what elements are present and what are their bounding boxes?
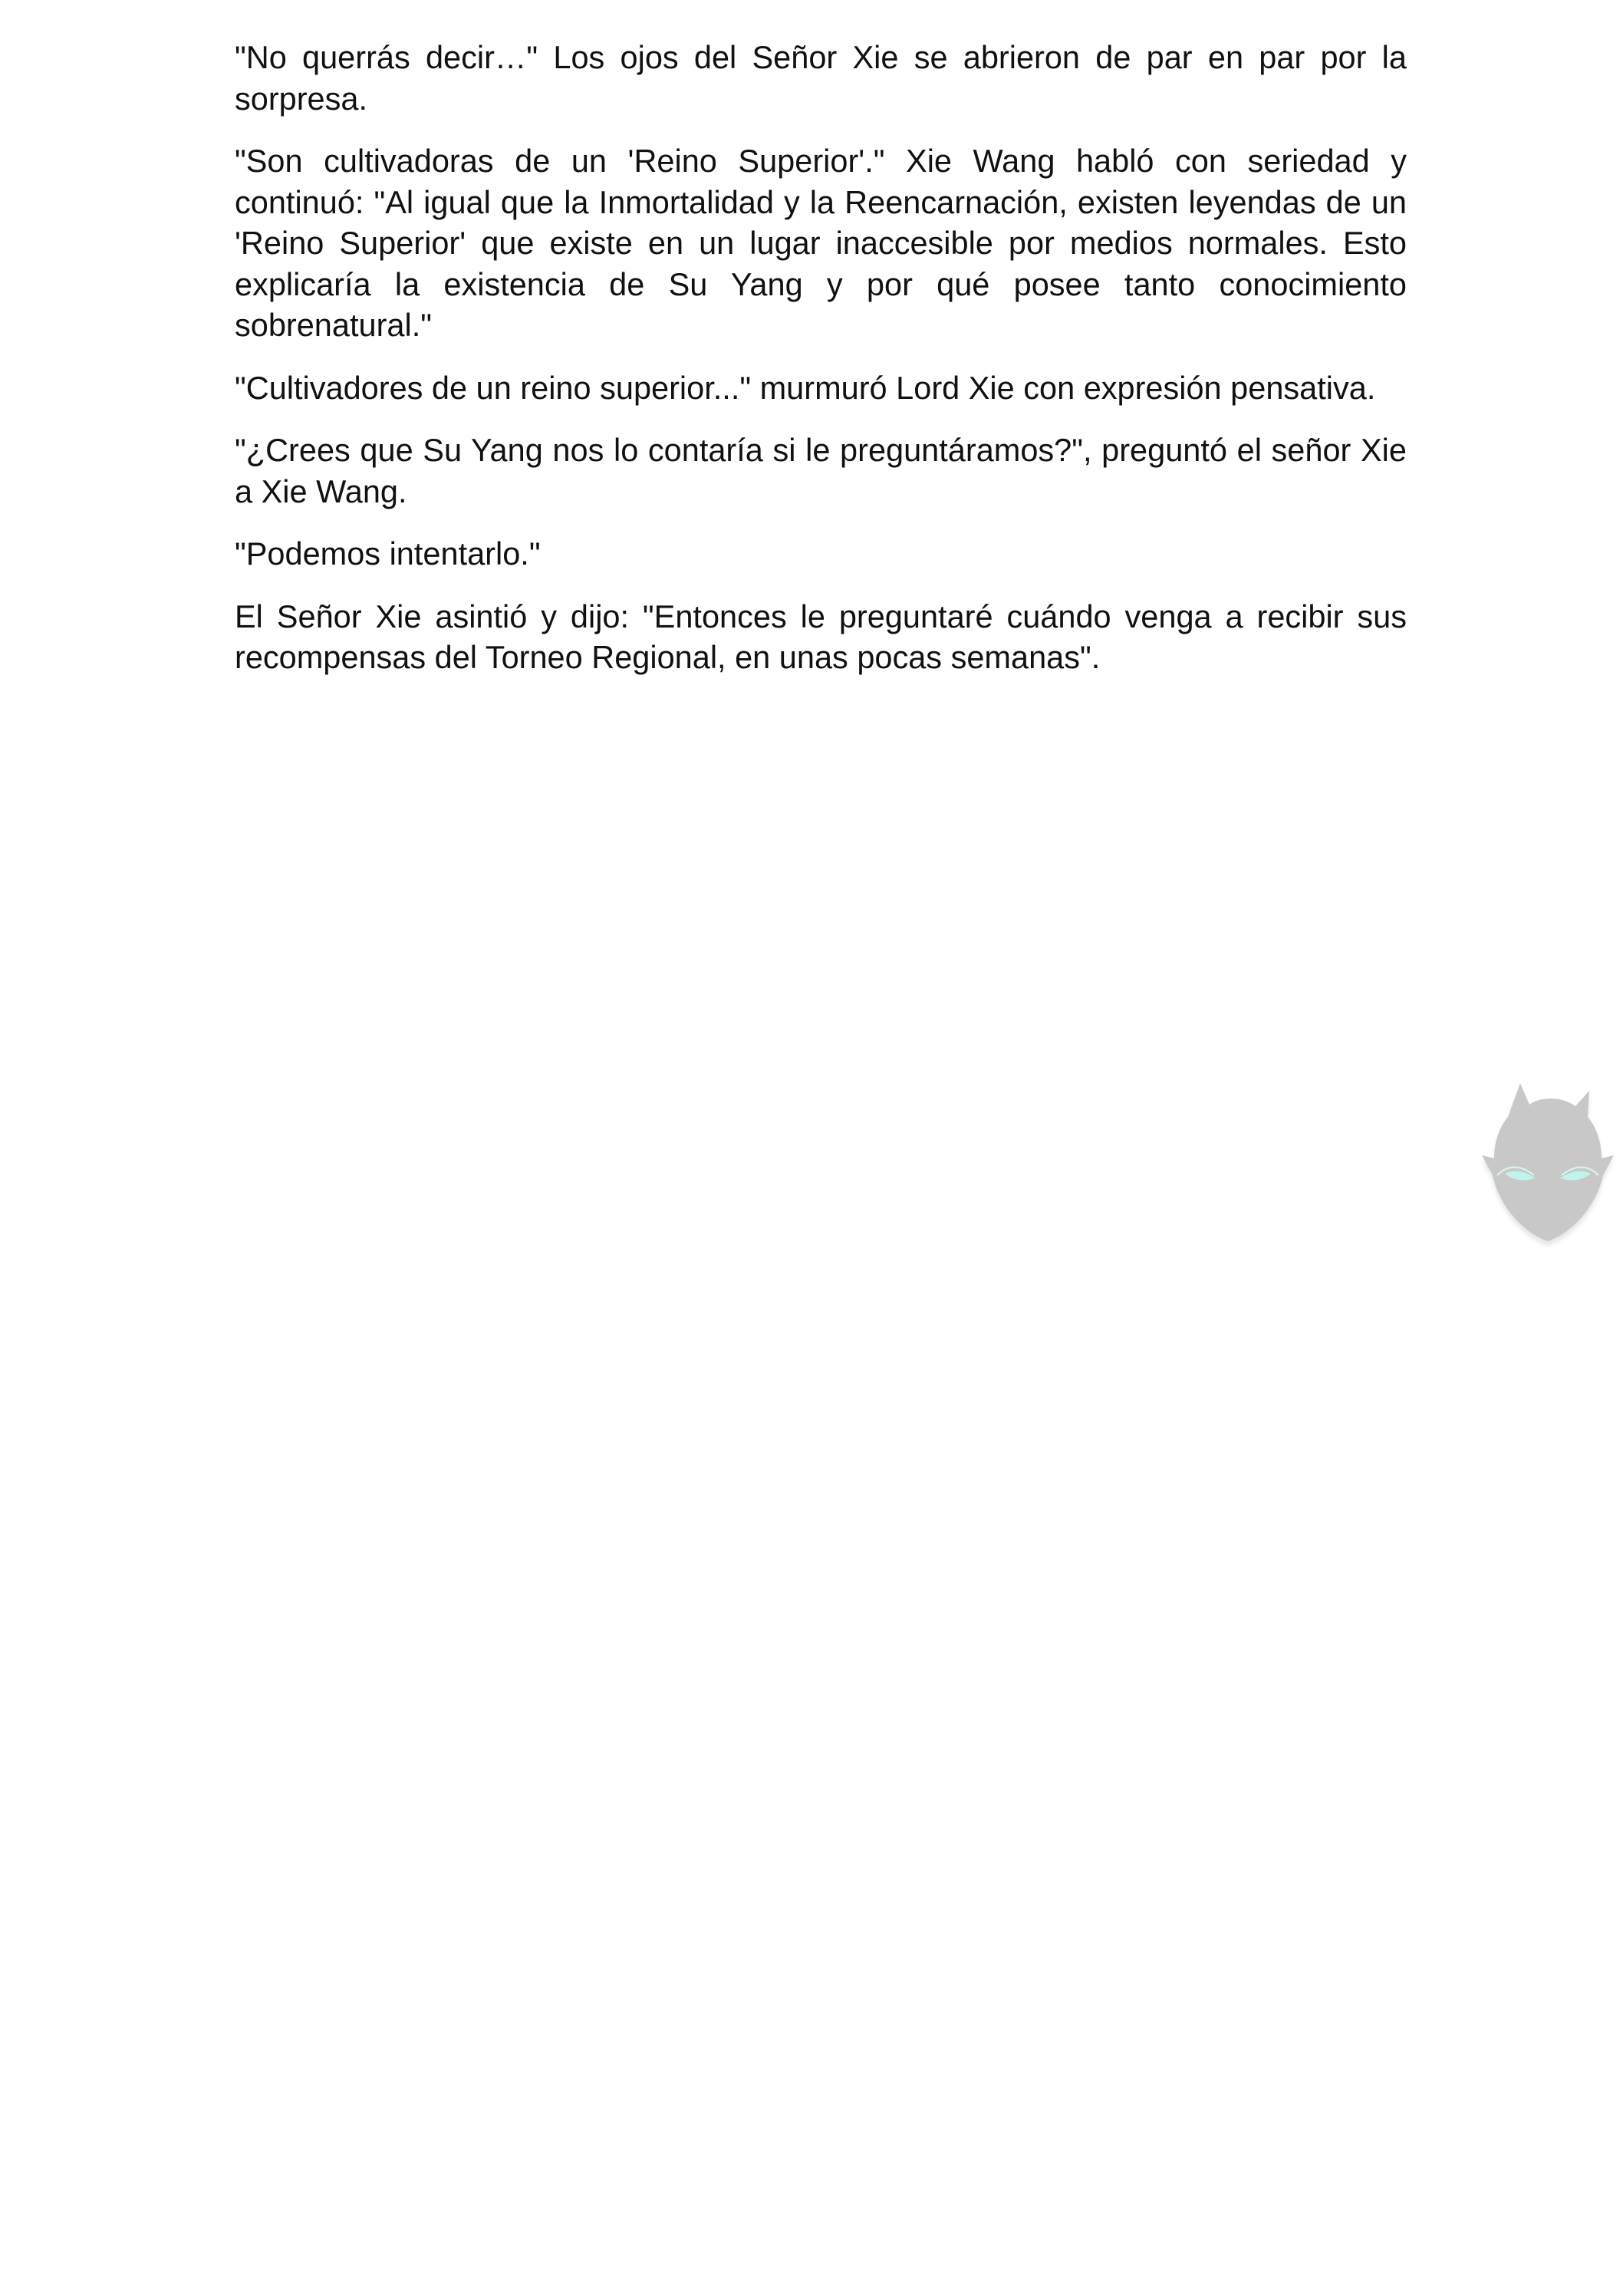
demon-head-icon xyxy=(1474,1079,1617,1249)
paragraph: "Cultivadores de un reino superior..." murmuró Lord Xie con expresión pensativa. xyxy=(235,369,1376,406)
paragraph: El Señor Xie asintió y dijo: "Entonces le preguntaré cuándo venga a recibir sus recompensas del Torneo Regional, en unas pocas semanas". xyxy=(235,598,1407,675)
paragraph: "No querrás decir…" Los ojos del Señor Xie se abrieron de par en par por la sorpresa. xyxy=(235,39,1407,117)
paragraph: "Podemos intentarlo." xyxy=(235,535,541,572)
body-text xyxy=(235,37,1407,700)
paragraph: "¿Crees que Su Yang nos lo contaría si le preguntáramos?", preguntó el señor Xie a Xie Wang. xyxy=(235,432,1407,509)
paragraph: "Son cultivadoras de un 'Reino Superior'." Xie Wang habló con seriedad y continuó: "Al igual que la Inmortalidad y la Reencarnación, existen leyendas de un 'Reino Superior' que existe en un lugar inaccesible por medios normales. Esto explicaría la existencia de Su Yang y por qué posee tanto conocimiento sobrenatural." xyxy=(235,143,1407,343)
